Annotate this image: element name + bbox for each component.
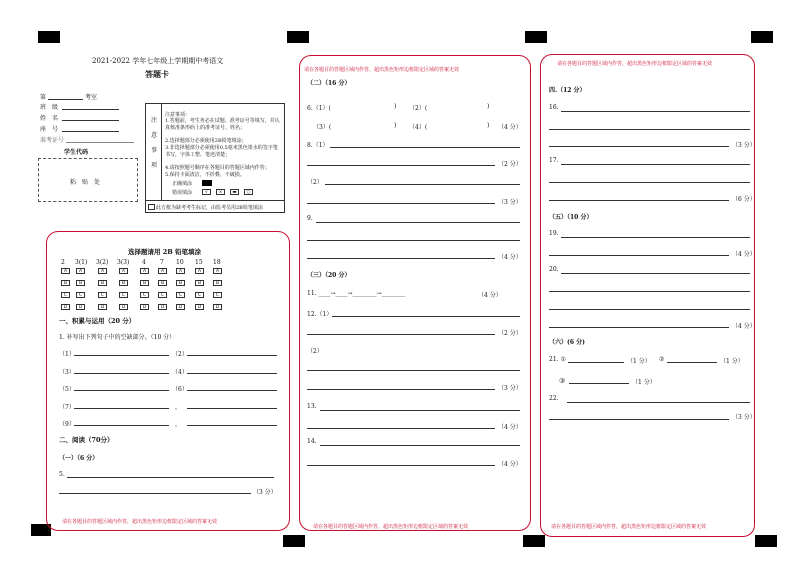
registration-mark <box>38 31 60 43</box>
answer-line[interactable] <box>74 390 169 391</box>
answer-line[interactable] <box>330 147 520 148</box>
field-room: 考室 <box>85 94 98 101</box>
q11-sequence[interactable]: 11. ____→____→________→________ <box>307 290 406 297</box>
choice-bubble[interactable]: A <box>98 268 107 274</box>
answer-line[interactable] <box>549 309 750 310</box>
warning-text: 请在各题目的答题区域内作答，超出黑色矩形边框限定区域的答案无效 <box>304 67 460 73</box>
choice-bubble[interactable]: C <box>213 292 222 298</box>
choice-bubble[interactable]: A <box>61 268 70 274</box>
choice-bubble[interactable]: D <box>176 304 185 310</box>
answer-line[interactable] <box>561 111 750 112</box>
wrong-fill-sample: √ <box>202 189 211 195</box>
subsection-heading: （一）（6 分） <box>59 455 99 462</box>
answer-line[interactable] <box>307 165 495 166</box>
answer-line[interactable] <box>667 362 717 363</box>
class-input[interactable] <box>62 109 119 110</box>
answer-line[interactable] <box>320 410 520 411</box>
answer-line[interactable] <box>307 334 495 335</box>
answer-line[interactable] <box>549 327 729 328</box>
choice-bubble[interactable]: B <box>61 280 70 286</box>
answer-line[interactable] <box>320 445 520 446</box>
choice-bubble[interactable]: C <box>119 292 128 298</box>
qnum: 4 <box>142 259 146 266</box>
answer-line[interactable] <box>187 425 277 426</box>
answer-line[interactable] <box>569 383 629 384</box>
field-class: 班 级 <box>40 104 59 111</box>
choice-bubble[interactable]: C <box>195 292 204 298</box>
notice-item: 2.选择题部分必须使用2B铅笔填涂； <box>165 138 247 144</box>
wrong-fill-sample: ○ <box>244 189 253 195</box>
registration-mark <box>525 31 547 43</box>
choice-bubble[interactable]: C <box>98 292 107 298</box>
correct-fill-label: 正确填涂 <box>172 181 193 187</box>
qnum: 7 <box>160 259 164 266</box>
answer-line[interactable] <box>307 240 520 241</box>
wrong-fill-label: 错误填涂 <box>172 190 193 196</box>
choice-bubble[interactable]: C <box>76 292 85 298</box>
choice-title: 选择题请用 2B 铅笔填涂 <box>128 248 202 256</box>
registration-mark <box>751 31 773 43</box>
choice-bubble[interactable]: D <box>98 304 107 310</box>
answer-line[interactable] <box>568 362 624 363</box>
choice-bubble[interactable]: B <box>98 280 107 286</box>
answer-line[interactable] <box>67 477 274 478</box>
section-2-heading: 二、阅读（70分） <box>59 436 114 444</box>
answer-line[interactable] <box>549 291 750 292</box>
notice-item: 4.请按照题号顺序在各题目的答题区域内作答； <box>165 165 270 171</box>
answer-line[interactable] <box>307 258 495 259</box>
subsection-heading: （六）(6 分) <box>549 339 585 346</box>
seat-input[interactable] <box>62 131 119 132</box>
choice-bubble[interactable]: A <box>195 268 204 274</box>
correct-fill-sample <box>202 180 212 186</box>
answer-panel-1 <box>46 231 290 531</box>
answer-line[interactable] <box>325 184 520 185</box>
choice-bubble[interactable]: A <box>119 268 128 274</box>
registration-mark <box>283 535 305 547</box>
answer-line[interactable] <box>187 390 277 391</box>
exam-no-input[interactable] <box>66 142 134 143</box>
wrong-fill-sample: × <box>216 189 225 195</box>
registration-mark <box>287 31 309 43</box>
student-code-label: 学生代码 <box>64 149 89 156</box>
notice-item: 5.保持卡面清洁，不折叠，不破损。 <box>165 172 245 178</box>
sheet-subtitle: 答题卡 <box>145 69 169 79</box>
answer-panel-3 <box>540 54 755 537</box>
answer-line[interactable] <box>187 355 277 356</box>
choice-bubble[interactable]: D <box>119 304 128 310</box>
choice-bubble[interactable]: D <box>61 304 70 310</box>
answer-line[interactable] <box>549 200 729 201</box>
answer-line[interactable] <box>549 146 729 147</box>
answer-line[interactable] <box>59 493 251 494</box>
notice-side-label: 注 <box>151 117 158 124</box>
qnum: 10 <box>176 259 184 266</box>
wrong-fill-sample: ▬ <box>230 189 239 195</box>
answer-line[interactable] <box>561 273 750 274</box>
answer-line[interactable] <box>549 255 729 256</box>
answer-line[interactable] <box>316 222 520 223</box>
field-room-prefix: 第 <box>40 94 47 101</box>
notice-item: 1.答题前，考生务必在试题、准考证号等填写，并认真核准条形码上的准考证号、姓名； <box>165 118 280 131</box>
notice-title: 注意事项： <box>165 112 191 118</box>
warning-text: 请在各题目的答题区域内作答，超出黑色矩形边框限定区域的答案无效 <box>62 519 218 525</box>
answer-line[interactable] <box>549 129 750 130</box>
qnum: 2 <box>61 259 65 266</box>
choice-bubble[interactable]: B <box>158 280 167 286</box>
choice-bubble[interactable]: C <box>158 292 167 298</box>
subsection-heading: （五）（10 分） <box>549 214 593 221</box>
answer-line[interactable] <box>307 428 495 429</box>
warning-text: 请在各题目的答题区域内作答，超出黑色矩形边框限定区域的答案无效 <box>551 524 707 530</box>
qnum: 3(3) <box>117 259 130 266</box>
answer-line[interactable] <box>307 465 495 466</box>
choice-bubble[interactable]: D <box>158 304 167 310</box>
choice-bubble[interactable]: A <box>213 268 222 274</box>
warning-text: 请在各题目的答题区域内作答，超出黑色矩形边框限定区域的答案无效 <box>313 524 469 530</box>
name-input[interactable] <box>62 120 119 121</box>
answer-line[interactable] <box>74 408 169 409</box>
qnum: 3(2) <box>96 259 109 266</box>
choice-bubble[interactable]: D <box>213 304 222 310</box>
answer-line[interactable] <box>549 419 729 420</box>
answer-line[interactable] <box>567 402 750 403</box>
field-seat: 座 号 <box>40 126 59 133</box>
answer-line[interactable] <box>307 389 495 390</box>
registration-mark <box>523 535 545 547</box>
registration-mark <box>755 535 777 547</box>
subsection-heading: （三）（20 分） <box>307 272 351 279</box>
sheet-title: 2021-2022 学年七年级上学期期中考语文 <box>92 57 224 65</box>
choice-bubble[interactable]: A <box>158 268 167 274</box>
room-input[interactable] <box>48 99 83 100</box>
sticker-label: 粘 贴 处 <box>70 179 101 186</box>
answer-line[interactable] <box>561 237 750 238</box>
answer-line[interactable] <box>561 164 750 165</box>
exam-no-label: 准考证号 <box>40 137 65 144</box>
qnum: 18 <box>213 259 221 266</box>
choice-bubble[interactable]: A <box>176 268 185 274</box>
section-1-heading: 一、积累与运用（20 分） <box>59 317 136 325</box>
choice-bubble[interactable]: C <box>140 292 149 298</box>
answer-line[interactable] <box>332 316 520 317</box>
choice-bubble[interactable]: D <box>140 304 149 310</box>
choice-bubble[interactable]: A <box>76 268 85 274</box>
subsection-heading: （二）（16 分） <box>307 80 351 87</box>
choice-bubble[interactable]: A <box>140 268 149 274</box>
answer-line[interactable] <box>74 373 169 374</box>
subsection-heading: 四.（12 分） <box>549 87 586 94</box>
field-name: 姓 名 <box>40 115 59 122</box>
qnum: 3(1) <box>75 259 88 266</box>
warning-text: 请在各题目的答题区域内作答，超出黑色矩形边框限定区域的答案无效 <box>557 61 713 67</box>
choice-bubble[interactable]: B <box>176 280 185 286</box>
choice-bubble[interactable]: B <box>119 280 128 286</box>
answer-line[interactable] <box>74 425 169 426</box>
answer-line[interactable] <box>74 355 169 356</box>
choice-bubble[interactable]: D <box>76 304 85 310</box>
answer-line[interactable] <box>187 408 277 409</box>
qnum: 15 <box>195 259 203 266</box>
answer-line[interactable] <box>307 203 495 204</box>
choice-bubble[interactable]: B <box>140 280 149 286</box>
answer-line[interactable] <box>549 182 750 183</box>
answer-line[interactable] <box>187 373 277 374</box>
choice-bubble[interactable]: C <box>61 292 70 298</box>
absent-note: 此方框为缺考考生标记，由监考员用2B铅笔填涂 <box>156 205 263 211</box>
choice-bubble[interactable]: B <box>213 280 222 286</box>
absent-checkbox[interactable] <box>148 204 155 210</box>
choice-bubble[interactable]: B <box>76 280 85 286</box>
choice-bubble[interactable]: D <box>195 304 204 310</box>
q1-prompt: 1. 补写出下列句子中的空缺部分。（10 分） <box>59 334 176 341</box>
notice-item: 3.非选择题部分必须使用0.5毫米黑色墨水的签字笔书写，字体工整、笔迹清楚； <box>165 145 278 158</box>
choice-bubble[interactable]: B <box>195 280 204 286</box>
choice-bubble[interactable]: C <box>176 292 185 298</box>
answer-line[interactable] <box>307 370 520 371</box>
